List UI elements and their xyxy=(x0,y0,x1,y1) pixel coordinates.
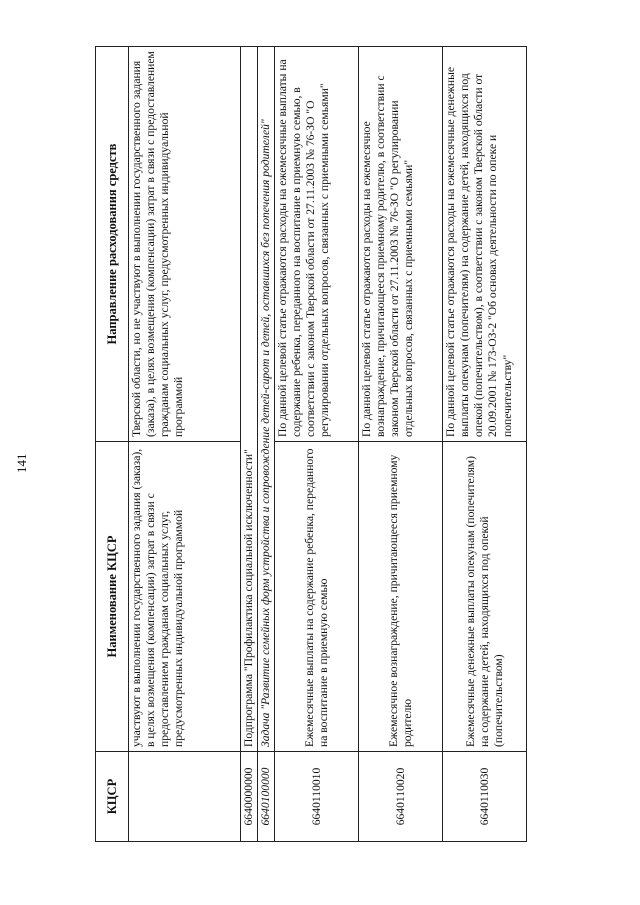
row-code: 6640110020 xyxy=(359,752,443,842)
header-direction: Направление расходования средств xyxy=(96,47,129,442)
row-code xyxy=(129,752,241,842)
subprogram-title: Подпрограмма "Профилактика социальной исключенности" xyxy=(241,47,258,752)
row-direction: По данной целевой статье отражаются расходы на ежемесячные выплаты на содержание ребенка, переданного на воспитание в приемную семью, в соответствии с законом Тверской области от 27.11.2003 № 76-ЗО "О регулировании отдельных вопросов, связанных с приемными семьями" xyxy=(275,47,359,442)
row-code: 6640100000 xyxy=(258,752,275,842)
header-name: Наименование КЦСР xyxy=(96,442,129,752)
table-row xyxy=(129,47,241,842)
table-row xyxy=(275,47,359,842)
task-title: Задача "Развитие семейных форм устройства и сопровождение детей-сирот и детей, оставшихся без попечения родителей" xyxy=(258,47,275,752)
row-name: Ежемесячное вознаграждение, причитающееся приемному родителю xyxy=(359,442,443,752)
row-direction: Тверской области, но не участвуют в выполнении государственного задания (заказа), в целях возмещения (компенсации) затрат в связи с предоставлением гражданам социальных услуг, предусмотренных индивидуальной программой xyxy=(129,47,241,442)
table-header-row xyxy=(96,47,129,842)
task-row xyxy=(258,47,275,842)
row-code: 6640110010 xyxy=(275,752,359,842)
page-number-text: 141 xyxy=(14,453,29,473)
row-code: 6640000000 xyxy=(241,752,258,842)
page-number xyxy=(12,455,32,485)
row-name: Ежемесячные выплаты на содержание ребенка, переданного на воспитание в приемную семью xyxy=(275,442,359,752)
header-code: КЦСР xyxy=(96,752,129,842)
row-name: участвуют в выполнении государственного задания (заказа), в целях возмещения (компенсации) затрат в связи с предоставлением гражданам социальных услуг, предусмотренных индивидуальной программой xyxy=(129,442,241,752)
row-direction: По данной целевой статье отражаются расходы на ежемесячные денежные выплаты опекунам (попечителям) на содержание детей, находящихся под опекой (попечительством), в соответствии с законом Тверской области от 20.09.2001 № 173-ОЗ-2 "Об основах деятельности по опеке и попечительству" xyxy=(443,47,527,442)
kcsr-table xyxy=(95,46,527,842)
table-row xyxy=(443,47,527,842)
row-direction: По данной целевой статье отражаются расходы на ежемесячное вознаграждение, причитающееся приемному родителю, в соответствии с законом Тверской области от 27.11.2003 № 76-ЗО "О регулировании отдельных вопросов, связанных с приемными семьями" xyxy=(359,47,443,442)
row-name: Ежемесячные денежные выплаты опекунам (попечителям) на содержание детей, находящихся под опекой (попечительством) xyxy=(443,442,527,752)
row-code: 6640110030 xyxy=(443,752,527,842)
subprogram-row xyxy=(241,47,258,842)
rotated-table-container xyxy=(95,47,525,842)
table-row xyxy=(359,47,443,842)
